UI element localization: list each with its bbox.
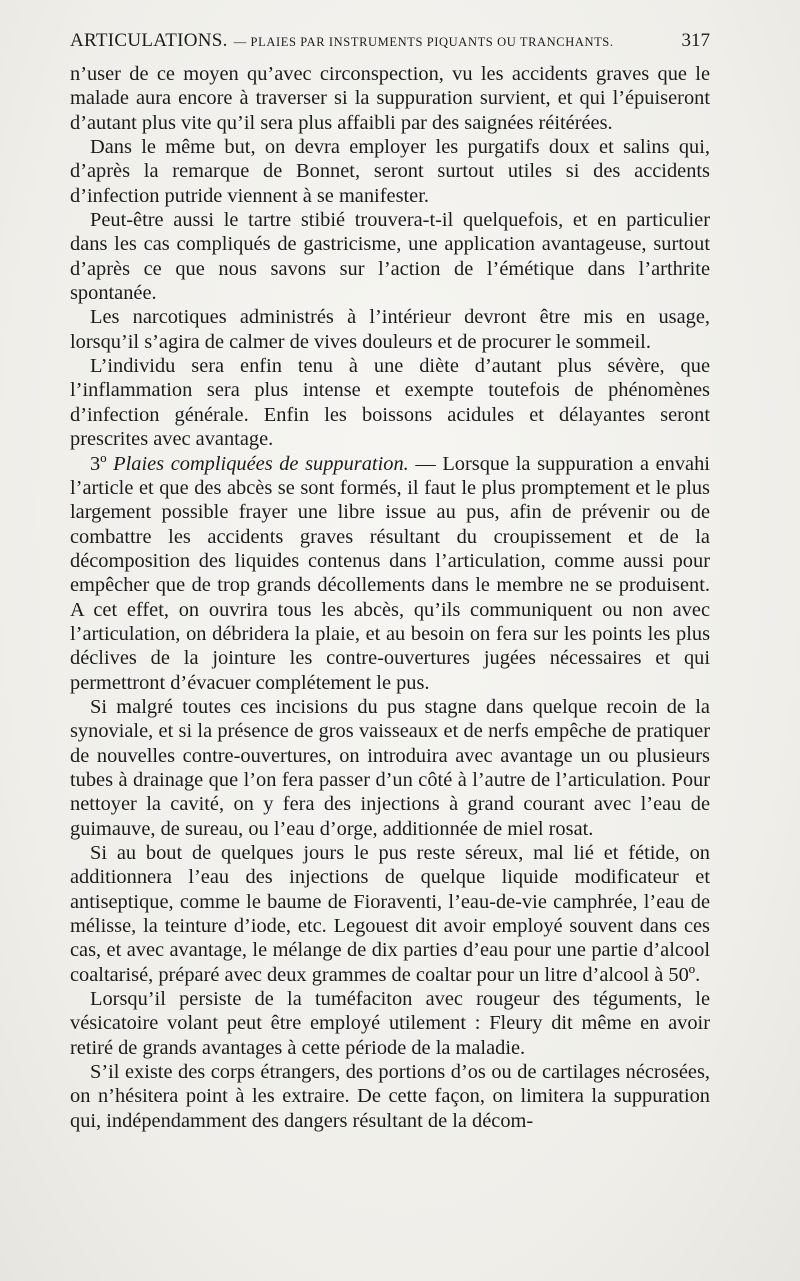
paragraph: Peut-être aussi le tartre stibié trouvera-t-il quelquefois, et en particulier dans les cas compliqués de gastricisme, une application avantageuse, surtout d’après ce que nous savons sur l’action de l’émétique dans l’arthrite spontanée.: [70, 209, 710, 305]
section-text: — Lorsque la suppuration a envahi l’article et que des abcès se sont formés, il faut le plus promptement et le plus largement possible frayer une libre issue au pus, afin de prévenir ou de combattre les accidents graves résultant du croupissement et de la décomposition des liquides contenus dans l’articulation, comme aussi pour empêcher que de trop grands décollements dans le membre ne se produisent. A cet effet, on ouvrira tous les abcès, qu’ils communiquent ou non avec l’articulation, on débridera la plaie, et au besoin on fera sur les points les plus déclives de la jointure les contre-ouvertures jugées nécessaires et qui permettront d’évacuer complétement le pus.: [70, 452, 710, 694]
paragraph: Si au bout de quelques jours le pus reste séreux, mal lié et fétide, on additionnera l’eau des injections de quelque liquide modificateur et antiseptique, comme le baume de Fioraventi, l’eau-de-vie camphrée, l’eau de mélisse, la teinture d’iode, etc. Legouest dit avoir employé souvent dans ces cas, et avec avantage, le mélange de dix parties d’eau pour une partie d’alcool coaltarisé, préparé avec deux grammes de coaltar pour un litre d’alcool à 50º.: [70, 842, 710, 986]
paragraph: Les narcotiques administrés à l’intérieur devront être mis en usage, lorsqu’il s’agira de calmer de vives douleurs et de procurer le sommeil.: [70, 306, 710, 353]
running-header: [70, 30, 710, 52]
header-section: ARTICULATIONS.: [70, 30, 228, 51]
header-title: [70, 30, 614, 52]
page-number: 317: [681, 30, 710, 51]
paragraph: Dans le même but, on devra employer les purgatifs doux et salins qui, d’après la remarque de Bonnet, seront surtout utiles si des accidents d’infection putride viennent à se manifester.: [70, 136, 710, 207]
paragraph: n’user de ce moyen qu’avec circonspection, vu les accidents graves que le malade aura encore à traverser si la suppuration survient, et qui l’épuiseront d’autant plus vite qu’il sera plus affaibli par des saignées réitérées.: [70, 63, 710, 134]
section-paragraph: [70, 452, 710, 695]
paragraph: L’individu sera enfin tenu à une diète d’autant plus sévère, que l’inflammation sera plus intense et exempte toutefois de phénomènes d’infection générale. Enfin les boissons acidules et délayantes seront prescrites avec avantage.: [70, 355, 710, 451]
header-subtitle: — PLAIES PAR INSTRUMENTS PIQUANTS OU TRANCHANTS.: [233, 35, 614, 49]
page-body: [70, 62, 710, 1133]
section-number: 3º: [90, 452, 107, 475]
paragraph: Si malgré toutes ces incisions du pus stagne dans quelque recoin de la synoviale, et si la présence de gros vaisseaux et de nerfs empêche de pratiquer de nouvelles contre-ouvertures, on introduira avec avantage un ou plusieurs tubes à drainage que l’on fera passer d’un côté à l’autre de l’articulation. Pour nettoyer la cavité, on y fera des injections à grand courant avec l’eau de guimauve, de sureau, ou l’eau d’orge, additionnée de miel rosat.: [70, 695, 710, 840]
section-title: Plaies compliquées de suppuration.: [113, 452, 409, 475]
paragraph: Lorsqu’il persiste de la tuméfaciton avec rougeur des téguments, le vésicatoire volant peut être employé utilement : Fleury dit même en avoir retiré de grands avantages à cette période de la maladie.: [70, 988, 710, 1059]
paragraph: S’il existe des corps étrangers, des portions d’os ou de cartilages nécrosées, on n’hésitera point à les extraire. De cette façon, on limitera la suppuration qui, indépendamment des dangers résultant de la décom-: [70, 1061, 710, 1132]
